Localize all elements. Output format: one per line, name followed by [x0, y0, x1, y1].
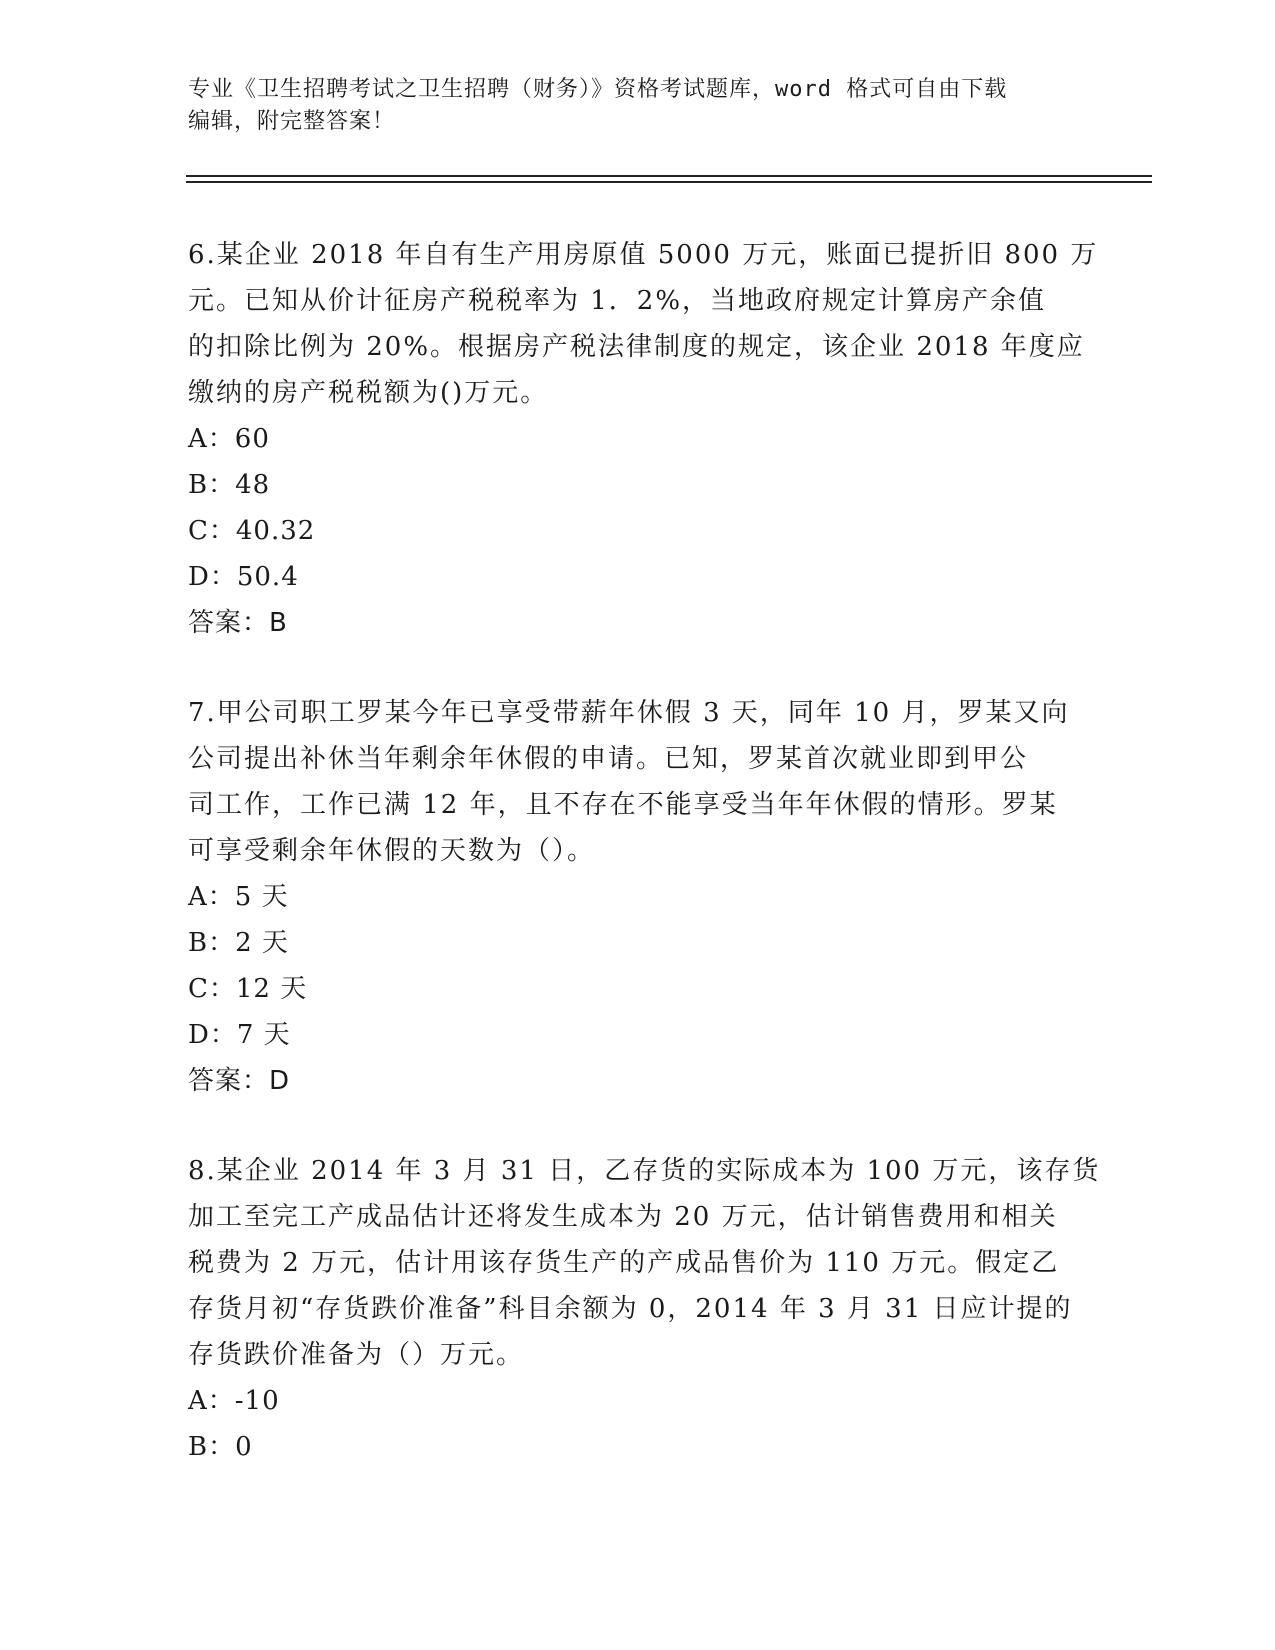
question-stem-line: 公司提出补休当年剩余年休假的申请。已知，罗某首次就业即到甲公	[188, 744, 1029, 774]
question-stem-line: 元。已知从价计征房产税税率为 1．2%，当地政府规定计算房产余值	[188, 286, 1047, 316]
question-stem-line: 7.甲公司职工罗某今年已享受带薪年休假 3 天，同年 10 月，罗某又向	[188, 698, 1070, 728]
header-line-2: 编辑，附完整答案！	[188, 109, 396, 134]
question-stem-line: 税费为 2 万元，估计用该存货生产的产成品售价为 110 万元。假定乙	[188, 1248, 1060, 1278]
option-d: D：7 天	[188, 1020, 291, 1050]
answer-label: 答案：D	[188, 1066, 291, 1096]
question-7	[188, 690, 1088, 1104]
header-divider-bottom	[186, 181, 1152, 183]
option-d: D：50.4	[188, 562, 299, 592]
question-stem-line: 存货月初“存货跌价准备”科目余额为 0，2014 年 3 月 31 日应计提的	[188, 1294, 1073, 1324]
question-stem-line: 加工至完工产成品估计还将发生成本为 20 万元，估计销售费用和相关	[188, 1202, 1058, 1232]
question-stem-line: 8.某企业 2014 年 3 月 31 日，乙存货的实际成本为 100 万元，该存货	[188, 1156, 1101, 1186]
document-header	[188, 74, 1088, 138]
option-c: C：40.32	[188, 516, 316, 546]
question-stem-line: 缴纳的房产税税额为()万元。	[188, 378, 549, 408]
option-c: C：12 天	[188, 974, 308, 1004]
option-b: B：2 天	[188, 928, 289, 958]
question-stem-line: 可享受剩余年休假的天数为（）。	[188, 836, 596, 866]
option-a: A：-10	[188, 1386, 280, 1416]
option-b: B：48	[188, 470, 271, 500]
question-stem-line: 的扣除比例为 20%。根据房产税法律制度的规定，该企业 2018 年度应	[188, 332, 1085, 362]
option-b: B：0	[188, 1432, 253, 1462]
question-stem-line: 6.某企业 2018 年自有生产用房原值 5000 万元，账面已提折旧 800 万	[188, 240, 1099, 270]
question-6	[188, 232, 1099, 646]
header-line-1: 专业《卫生招聘考试之卫生招聘（财务）》资格考试题库，word 格式可自由下载	[188, 77, 1008, 102]
header-divider-top	[186, 175, 1152, 177]
question-8	[188, 1148, 1101, 1470]
option-a: A：60	[188, 424, 270, 454]
answer-label: 答案：B	[188, 608, 288, 638]
option-a: A：5 天	[188, 882, 289, 912]
question-stem-line: 司工作，工作已满 12 年，且不存在不能享受当年年休假的情形。罗某	[188, 790, 1058, 820]
question-stem-line: 存货跌价准备为（）万元。	[188, 1340, 525, 1370]
